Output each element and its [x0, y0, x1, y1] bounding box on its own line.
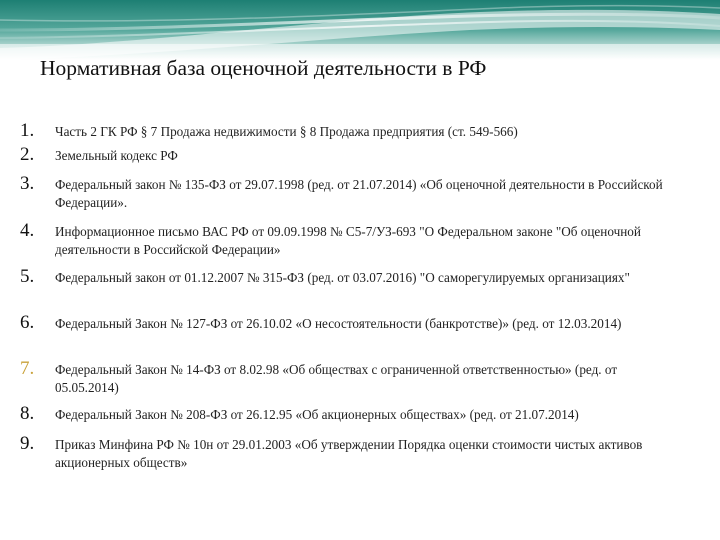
list-item-text: Федеральный Закон № 208-ФЗ от 26.12.95 «Об акционерных обществах» (ред. от 21.07.2014) — [55, 407, 579, 422]
list-item-number: 9. — [20, 433, 35, 454]
list-item-text: Федеральный Закон № 14-ФЗ от 8.02.98 «Об обществах с ограниченной ответственностью» (ред. от 05.05.2014) — [55, 362, 618, 395]
list-item-text: Приказ Минфина РФ № 10н от 29.01.2003 «Об утверждении Порядка оценки стоимости чистых активов акционерных обществ» — [55, 437, 643, 470]
list-item-number: 4. — [20, 220, 35, 241]
list-item-number: 3. — [20, 173, 35, 194]
list-item-number: 8. — [20, 403, 35, 424]
list-item-text: Федеральный закон от 01.12.2007 № 315-ФЗ (ред. от 03.07.2016) "О саморегулируемых организациях" — [55, 270, 630, 285]
list-item-number: 5. — [20, 266, 35, 287]
list-item-text: Земельный кодекс РФ — [55, 148, 178, 163]
slide-title: Нормативная база оценочной деятельности в РФ — [40, 56, 487, 80]
decorative-header-banner — [0, 0, 720, 60]
list-item-number: 6. — [20, 312, 35, 333]
list-item-text: Федеральный Закон № 127-ФЗ от 26.10.02 «О несостоятельности (банкротстве)» (ред. от 12.03.2014) — [55, 316, 622, 331]
list-item-text: Федеральный закон № 135-ФЗ от 29.07.1998 (ред. от 21.07.2014) «Об оценочной деятельности в Российской Федерации». — [55, 177, 663, 210]
list-item-number: 7. — [20, 358, 35, 379]
list-item-text: Часть 2 ГК РФ § 7 Продажа недвижимости § 8 Продажа предприятия (ст. 549-566) — [55, 124, 518, 139]
list-item-number: 2. — [20, 144, 35, 165]
list-item-text: Информационное письмо ВАС РФ от 09.09.1998 № С5-7/УЗ-693 "О Федеральном законе "Об оценочной деятельности в Российской Федерации» — [55, 224, 641, 257]
list-item-number: 1. — [20, 120, 35, 141]
